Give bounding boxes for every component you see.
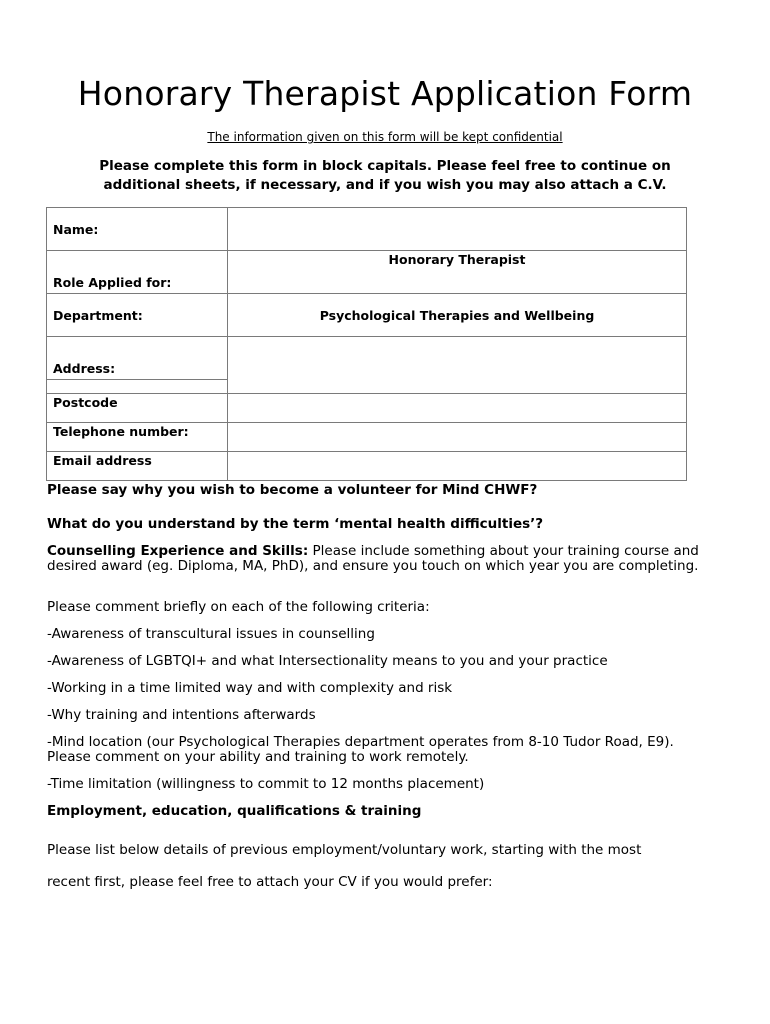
employment-instruction-line-1: Please list below details of previous employment/voluntary work, starting with the most [47,842,642,858]
table-row-postcode [47,394,687,423]
role-field[interactable]: Honorary Therapist [228,251,687,294]
employment-instruction-line-2: recent first, please feel free to attach your CV if you would prefer: [47,874,493,890]
counselling-experience-paragraph [47,544,712,574]
table-row-address [47,337,687,380]
criteria-item: -Awareness of LGBTQI+ and what Intersectionality means to you and your practice [47,653,608,669]
telephone-field[interactable] [228,423,687,452]
table-row-name [47,208,687,251]
form-instructions: Please complete this form in block capitals. Please feel free to continue on additional sheets, if necessary, and if you wish you may also attach a C.V. [99,158,671,193]
criteria-item: -Time limitation (willingness to commit to 12 months placement) [47,776,485,792]
address-extra-cell [47,380,228,394]
question-why-volunteer: Please say why you wish to become a volunteer for Mind CHWF? [47,482,538,498]
table-row-telephone [47,423,687,452]
table-row-role [47,251,687,294]
postcode-field[interactable] [228,394,687,423]
counselling-heading: Counselling Experience and Skills: [47,543,309,559]
employment-heading: Employment, education, qualifications & training [47,803,422,819]
applicant-info-table [46,207,687,481]
counselling-text: Please include something about your training course and desired award (eg. Diploma, MA, PhD), and ensure you touch on which year you are completing. [47,543,699,574]
email-field[interactable] [228,452,687,481]
name-field[interactable] [228,208,687,251]
telephone-label: Telephone number: [47,423,228,452]
criteria-item: -Why training and intentions afterwards [47,707,316,723]
address-label: Address: [47,337,228,380]
name-label: Name: [47,208,228,251]
address-field[interactable] [228,337,687,394]
role-label: Role Applied for: [47,251,228,294]
criteria-item: -Awareness of transcultural issues in counselling [47,626,375,642]
postcode-label: Postcode [47,394,228,423]
table-row-department [47,294,687,337]
form-title: Honorary Therapist Application Form [77,74,693,113]
question-mental-health-term: What do you understand by the term ‘mental health difficulties’? [47,516,544,532]
criteria-item: -Mind location (our Psychological Therapies department operates from 8-10 Tudor Road, E9). Please comment on your ability and training to work remotely. [47,734,674,765]
department-field[interactable]: Psychological Therapies and Wellbeing [228,294,687,337]
confidential-note: The information given on this form will be kept confidential [207,130,563,144]
table-row-email [47,452,687,481]
criteria-item: -Working in a time limited way and with complexity and risk [47,680,453,696]
email-label: Email address [47,452,228,481]
criteria-intro: Please comment briefly on each of the following criteria: [47,599,430,615]
department-label: Department: [47,294,228,337]
